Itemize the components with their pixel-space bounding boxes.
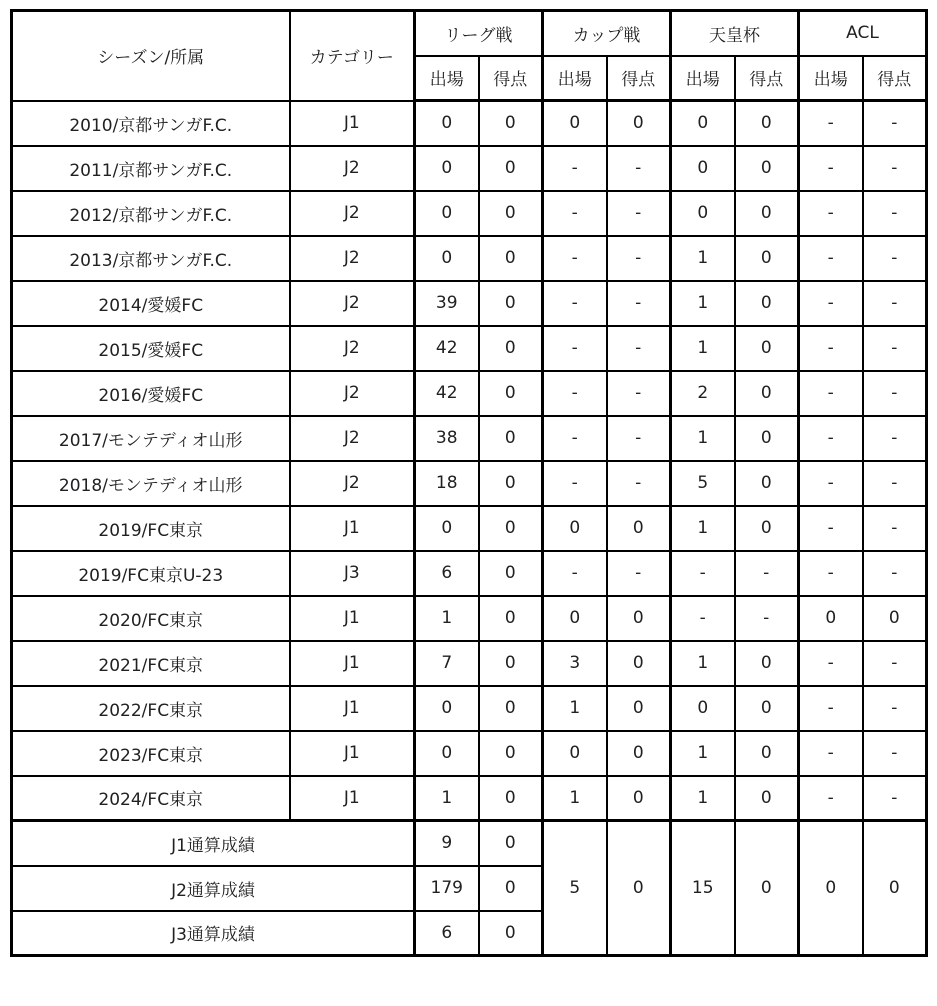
stat-cell: - (799, 641, 863, 686)
stat-cell: 1 (671, 281, 735, 326)
stat-cell: 0 (479, 281, 543, 326)
stat-cell: 0 (735, 191, 799, 236)
stat-cell: 1 (671, 776, 735, 821)
category-cell: J1 (290, 686, 415, 731)
stat-cell: - (799, 731, 863, 776)
header-league-goals: 得点 (479, 56, 543, 101)
header-cup-goals: 得点 (607, 56, 671, 101)
stat-cell: - (799, 551, 863, 596)
category-cell: J2 (290, 371, 415, 416)
stat-cell: 0 (543, 506, 607, 551)
category-cell: J1 (290, 731, 415, 776)
stat-cell: - (863, 371, 927, 416)
total-merged-stat: 5 (543, 821, 607, 956)
stat-cell: 0 (671, 146, 735, 191)
stat-cell: 39 (415, 281, 479, 326)
stat-cell: 1 (415, 776, 479, 821)
stat-cell: 0 (735, 731, 799, 776)
stat-cell: - (799, 191, 863, 236)
stat-cell: 0 (479, 686, 543, 731)
category-cell: J2 (290, 191, 415, 236)
stat-cell: - (607, 551, 671, 596)
stat-cell: - (735, 596, 799, 641)
category-cell: J2 (290, 236, 415, 281)
category-cell: J2 (290, 146, 415, 191)
stat-cell: 7 (415, 641, 479, 686)
header-emperors-goals: 得点 (735, 56, 799, 101)
table-header (12, 11, 927, 101)
total-label: J3通算成績 (12, 911, 415, 956)
stat-cell: 1 (671, 326, 735, 371)
stat-cell: - (543, 236, 607, 281)
category-cell: J2 (290, 326, 415, 371)
stat-cell: - (671, 596, 735, 641)
stat-cell: - (543, 371, 607, 416)
stat-cell: 1 (543, 776, 607, 821)
season-row (12, 686, 927, 731)
stat-cell: 1 (671, 641, 735, 686)
stat-cell: - (863, 731, 927, 776)
stat-cell: - (799, 326, 863, 371)
stat-cell: 0 (415, 191, 479, 236)
stat-cell: - (799, 416, 863, 461)
stat-cell: - (799, 236, 863, 281)
stat-cell: 42 (415, 371, 479, 416)
header-group-emperors-cup: 天皇杯 (671, 11, 799, 56)
stat-cell: - (863, 461, 927, 506)
total-merged-stat: 0 (607, 821, 671, 956)
stat-cell: - (863, 776, 927, 821)
category-cell: J1 (290, 101, 415, 146)
stat-cell: - (607, 416, 671, 461)
header-acl-appearances: 出場 (799, 56, 863, 101)
stat-cell: - (863, 506, 927, 551)
category-cell: J3 (290, 551, 415, 596)
season-row (12, 551, 927, 596)
season-cell: 2016/愛媛FC (12, 371, 290, 416)
stat-cell: 0 (607, 686, 671, 731)
season-cell: 2013/京都サンガF.C. (12, 236, 290, 281)
stat-cell: - (735, 551, 799, 596)
stat-cell: 42 (415, 326, 479, 371)
stat-cell: 0 (479, 596, 543, 641)
stat-cell: 0 (735, 101, 799, 146)
stat-cell: - (863, 686, 927, 731)
stat-cell: 0 (479, 146, 543, 191)
season-cell: 2015/愛媛FC (12, 326, 290, 371)
stat-cell: 0 (671, 101, 735, 146)
stat-cell: 0 (735, 641, 799, 686)
total-merged-stat: 15 (671, 821, 735, 956)
header-league-appearances: 出場 (415, 56, 479, 101)
stat-cell: - (543, 461, 607, 506)
stat-cell: 0 (735, 281, 799, 326)
season-cell: 2019/FC東京 (12, 506, 290, 551)
season-row (12, 416, 927, 461)
season-row (12, 236, 927, 281)
stat-cell: 0 (479, 731, 543, 776)
total-merged-stat: 0 (735, 821, 799, 956)
season-cell: 2012/京都サンガF.C. (12, 191, 290, 236)
total-league-stat: 0 (479, 911, 543, 956)
stat-cell: - (671, 551, 735, 596)
stat-cell: 0 (479, 371, 543, 416)
stat-cell: - (863, 236, 927, 281)
stat-cell: - (799, 101, 863, 146)
stat-cell: - (799, 686, 863, 731)
stat-cell: - (543, 281, 607, 326)
season-cell: 2017/モンテディオ山形 (12, 416, 290, 461)
season-row (12, 461, 927, 506)
stat-cell: - (863, 326, 927, 371)
stat-cell: 0 (415, 236, 479, 281)
stat-cell: 0 (543, 101, 607, 146)
stat-cell: 0 (735, 371, 799, 416)
stat-cell: 0 (415, 101, 479, 146)
stat-cell: - (607, 236, 671, 281)
stat-cell: 2 (671, 371, 735, 416)
season-cell: 2022/FC東京 (12, 686, 290, 731)
stat-cell: 0 (479, 641, 543, 686)
stat-cell: 0 (479, 776, 543, 821)
stat-cell: - (607, 146, 671, 191)
stat-cell: - (799, 776, 863, 821)
season-cell: 2024/FC東京 (12, 776, 290, 821)
stat-cell: 0 (607, 596, 671, 641)
total-league-stat: 179 (415, 866, 479, 911)
category-cell: J1 (290, 506, 415, 551)
season-row (12, 371, 927, 416)
stat-cell: 0 (735, 416, 799, 461)
season-row (12, 281, 927, 326)
header-acl-goals: 得点 (863, 56, 927, 101)
header-group-cup: カップ戦 (543, 11, 671, 56)
stat-cell: 1 (543, 686, 607, 731)
header-group-league: リーグ戦 (415, 11, 543, 56)
stat-cell: 0 (735, 236, 799, 281)
stat-cell: 1 (671, 236, 735, 281)
season-row (12, 146, 927, 191)
stat-cell: 3 (543, 641, 607, 686)
stat-cell: 0 (735, 506, 799, 551)
stat-cell: 0 (479, 506, 543, 551)
season-cell: 2014/愛媛FC (12, 281, 290, 326)
stat-cell: - (799, 461, 863, 506)
stat-cell: 0 (415, 506, 479, 551)
season-row (12, 776, 927, 821)
stat-cell: - (863, 101, 927, 146)
header-emperors-appearances: 出場 (671, 56, 735, 101)
stat-cell: 0 (671, 686, 735, 731)
total-merged-stat: 0 (863, 821, 927, 956)
stat-cell: - (543, 551, 607, 596)
category-cell: J2 (290, 461, 415, 506)
stat-cell: 0 (671, 191, 735, 236)
stat-cell: 38 (415, 416, 479, 461)
stat-cell: 0 (607, 506, 671, 551)
season-cell: 2023/FC東京 (12, 731, 290, 776)
total-league-stat: 0 (479, 866, 543, 911)
header-group-acl: ACL (799, 11, 927, 56)
stat-cell: - (607, 281, 671, 326)
season-row (12, 101, 927, 146)
header-category: カテゴリー (290, 11, 415, 101)
stat-cell: - (607, 461, 671, 506)
stat-cell: 6 (415, 551, 479, 596)
category-cell: J2 (290, 281, 415, 326)
stat-cell: 0 (735, 776, 799, 821)
stat-cell: 0 (607, 641, 671, 686)
stat-cell: 0 (415, 146, 479, 191)
stat-cell: - (799, 371, 863, 416)
header-season: シーズン/所属 (12, 11, 290, 101)
stat-cell: - (607, 326, 671, 371)
total-label: J2通算成績 (12, 866, 415, 911)
stat-cell: 0 (607, 101, 671, 146)
career-stats-table (10, 9, 928, 957)
stat-cell: 0 (479, 461, 543, 506)
total-league-stat: 6 (415, 911, 479, 956)
stat-cell: - (863, 416, 927, 461)
stat-cell: 0 (735, 146, 799, 191)
stat-cell: 0 (799, 596, 863, 641)
stat-cell: 0 (479, 236, 543, 281)
season-cell: 2019/FC東京U-23 (12, 551, 290, 596)
stat-cell: - (543, 146, 607, 191)
stat-cell: - (863, 551, 927, 596)
season-row (12, 191, 927, 236)
stat-cell: 18 (415, 461, 479, 506)
stat-cell: 1 (671, 506, 735, 551)
category-cell: J1 (290, 596, 415, 641)
stat-cell: 0 (479, 101, 543, 146)
total-merged-stat: 0 (799, 821, 863, 956)
stat-cell: 5 (671, 461, 735, 506)
stat-cell: - (863, 146, 927, 191)
season-cell: 2011/京都サンガF.C. (12, 146, 290, 191)
season-cell: 2010/京都サンガF.C. (12, 101, 290, 146)
stat-cell: 1 (671, 731, 735, 776)
season-row (12, 641, 927, 686)
total-label: J1通算成績 (12, 821, 415, 866)
stat-cell: - (799, 281, 863, 326)
stat-cell: - (607, 371, 671, 416)
stat-cell: 0 (735, 326, 799, 371)
stats-tbody (12, 101, 927, 821)
stat-cell: - (863, 281, 927, 326)
stat-cell: 0 (607, 776, 671, 821)
stat-cell: 0 (543, 731, 607, 776)
stat-cell: 0 (607, 731, 671, 776)
stat-cell: - (543, 326, 607, 371)
header-cup-appearances: 出場 (543, 56, 607, 101)
stat-cell: 0 (415, 686, 479, 731)
category-cell: J2 (290, 416, 415, 461)
category-cell: J1 (290, 641, 415, 686)
stat-cell: 0 (735, 461, 799, 506)
totals-tbody (12, 821, 927, 956)
stat-cell: - (543, 416, 607, 461)
season-row (12, 731, 927, 776)
stat-cell: 0 (479, 551, 543, 596)
header-group-row (12, 11, 927, 56)
stat-cell: - (543, 191, 607, 236)
season-row (12, 326, 927, 371)
stat-cell: 0 (863, 596, 927, 641)
season-row (12, 596, 927, 641)
stat-cell: 1 (671, 416, 735, 461)
stat-cell: 0 (543, 596, 607, 641)
stat-cell: 0 (415, 731, 479, 776)
stat-cell: - (607, 191, 671, 236)
season-row (12, 506, 927, 551)
stat-cell: 0 (479, 416, 543, 461)
category-cell: J1 (290, 776, 415, 821)
stat-cell: - (863, 191, 927, 236)
stat-cell: 0 (479, 191, 543, 236)
stat-cell: 0 (479, 326, 543, 371)
season-cell: 2018/モンテディオ山形 (12, 461, 290, 506)
stat-cell: - (799, 146, 863, 191)
stat-cell: 0 (735, 686, 799, 731)
stat-cell: - (799, 506, 863, 551)
stat-cell: - (863, 641, 927, 686)
season-cell: 2020/FC東京 (12, 596, 290, 641)
season-cell: 2021/FC東京 (12, 641, 290, 686)
total-row (12, 821, 927, 866)
total-league-stat: 9 (415, 821, 479, 866)
stat-cell: 1 (415, 596, 479, 641)
total-league-stat: 0 (479, 821, 543, 866)
